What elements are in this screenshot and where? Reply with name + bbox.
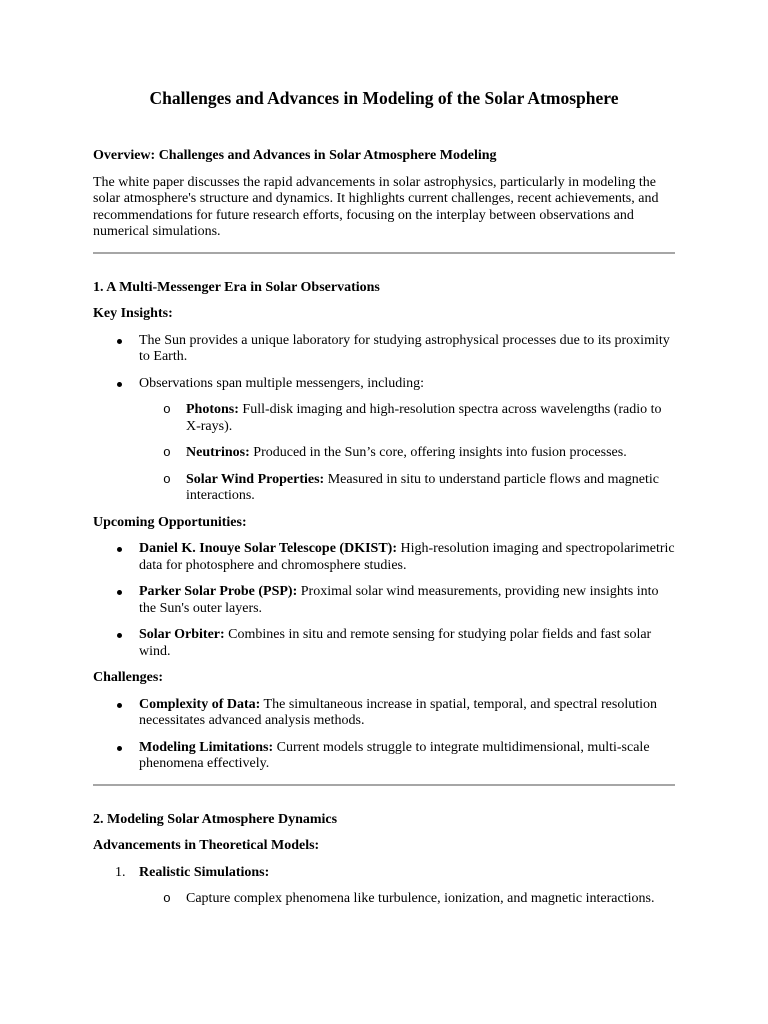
list-item	[93, 333, 675, 366]
list-item-text: High-resolution imaging and spectropolarimetric data for photosphere and chromosphere studies.	[139, 541, 675, 573]
list-item-lead: Solar Orbiter:	[139, 627, 225, 642]
hollow-bullet-icon: o	[163, 402, 171, 417]
opportunities-list	[93, 541, 675, 660]
advancements-list	[93, 865, 675, 908]
sublist-item-lead: Photons:	[186, 402, 239, 417]
sublist-item-text: Measured in situ to understand particle flows and magnetic interactions.	[186, 471, 659, 503]
list-item-text: The Sun provides a unique laboratory for studying astrophysical processes due to its proximity to Earth.	[139, 332, 670, 364]
hollow-bullet-icon: o	[163, 471, 171, 487]
list-item-lead: Modeling Limitations:	[139, 739, 274, 755]
list-item-lead: Daniel K. Inouye Solar Telescope (DKIST):	[139, 541, 397, 556]
key-insights-heading: Key Insights:	[93, 306, 173, 321]
list-item-text: Proximal solar wind measurements, providing new insights into the Sun's outer layers.	[139, 584, 659, 616]
sublist-item-lead: Solar Wind Properties:	[186, 471, 325, 487]
list-item-text: Combines in situ and remote sensing for studying polar fields and fast solar wind.	[139, 627, 652, 659]
bullet-icon	[117, 746, 122, 751]
bullet-icon	[117, 633, 122, 638]
opportunities-heading: Upcoming Opportunities:	[93, 514, 247, 530]
sublist-item-lead: Neutrinos:	[186, 445, 250, 460]
simulations-sublist	[139, 891, 675, 908]
bullet-icon	[117, 590, 122, 595]
sublist-item	[93, 402, 675, 435]
numbered-list-item	[93, 865, 675, 908]
challenges-heading: Challenges:	[93, 670, 163, 685]
document-title: Challenges and Advances in Modeling of the Solar Atmosphere	[149, 88, 619, 108]
bullet-icon	[117, 382, 122, 387]
challenges-list	[93, 697, 675, 773]
section-divider	[93, 252, 675, 254]
bullet-icon	[117, 703, 122, 708]
sublist-item	[93, 472, 675, 505]
messengers-sublist	[139, 402, 675, 505]
list-item	[93, 584, 675, 617]
section-2-heading: 2. Modeling Solar Atmosphere Dynamics	[93, 811, 338, 827]
sublist-item-text: Produced in the Sun’s core, offering insights into fusion processes.	[249, 445, 627, 460]
section-1-heading: 1. A Multi-Messenger Era in Solar Observations	[93, 279, 380, 295]
list-item	[93, 740, 675, 773]
list-item-lead: Complexity of Data:	[139, 696, 261, 712]
list-number: 1.	[115, 864, 126, 880]
bullet-icon	[117, 547, 122, 552]
list-item-lead: Realistic Simulations:	[139, 864, 270, 880]
hollow-bullet-icon: o	[163, 445, 171, 460]
list-item	[93, 541, 675, 574]
list-item	[93, 627, 675, 660]
sublist-item-text: Capture complex phenomena like turbulence, ionization, and magnetic interactions.	[186, 891, 655, 906]
list-item-text: Current models struggle to integrate multidimensional, multi-scale phenomena effectively.	[139, 739, 650, 771]
advancements-heading: Advancements in Theoretical Models:	[93, 838, 320, 853]
hollow-bullet-icon: o	[163, 891, 171, 906]
list-item	[93, 376, 675, 505]
list-item	[93, 697, 675, 730]
key-insights-list	[93, 333, 675, 505]
sublist-item-text: Full-disk imaging and high-resolution spectra across wavelengths (radio to X-rays).	[186, 402, 662, 434]
sublist-item	[93, 445, 675, 462]
overview-paragraph: The white paper discusses the rapid advancements in solar astrophysics, particularly in modeling the solar atmosphere's structure and dynamics. It highlights current challenges, recent achievements, and recommendations for future research efforts, focusing on the interplay between observations and numerical simulations.	[93, 174, 659, 239]
list-item-lead: Parker Solar Probe (PSP):	[139, 584, 298, 599]
bullet-icon	[117, 339, 122, 344]
overview-heading: Overview: Challenges and Advances in Solar Atmosphere Modeling	[93, 148, 497, 163]
document-content	[93, 88, 675, 908]
list-item-text: Observations span multiple messengers, including:	[139, 375, 425, 391]
sublist-item	[93, 891, 675, 908]
section-divider	[93, 784, 675, 786]
list-item-text: The simultaneous increase in spatial, temporal, and spectral resolution necessitates advanced analysis methods.	[139, 696, 657, 728]
